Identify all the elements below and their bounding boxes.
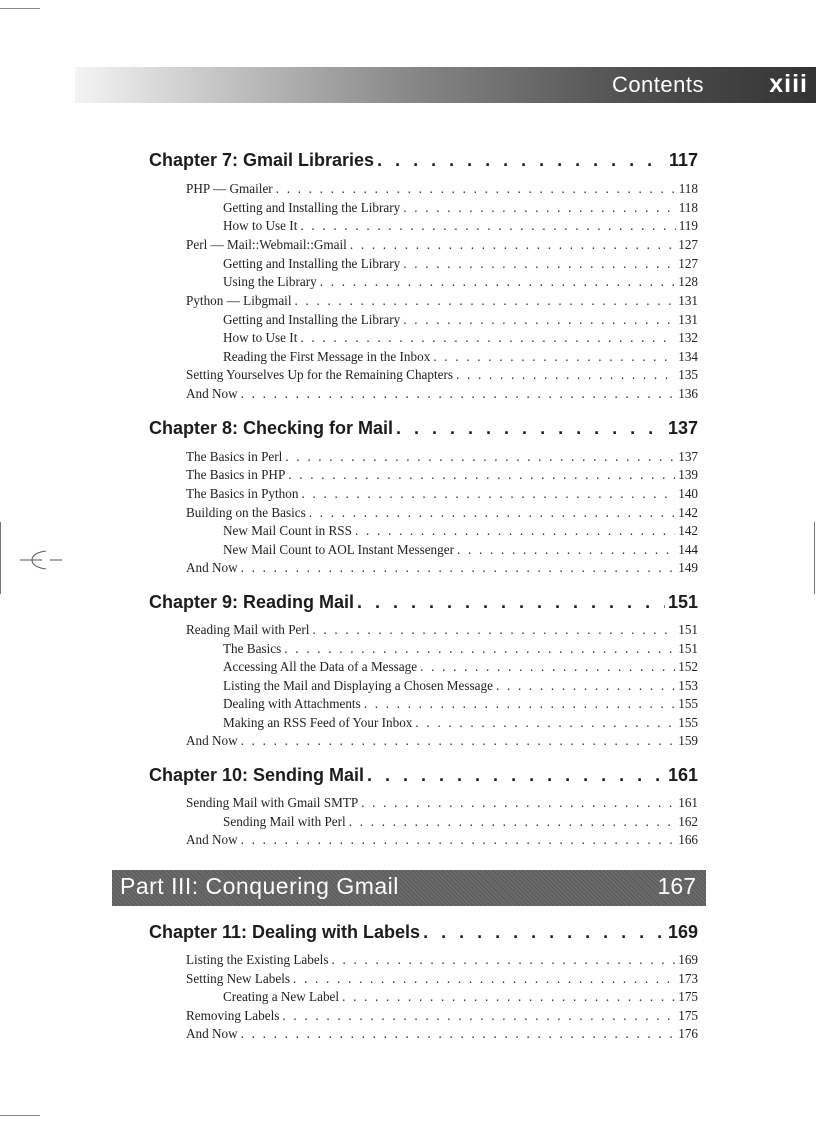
toc-page: 131 — [678, 312, 698, 327]
toc-leader — [420, 659, 675, 675]
toc-entry-title: PHP — Gmailer — [186, 181, 273, 196]
toc-page: 137 — [678, 449, 698, 464]
part-title: Part III: Conquering Gmail — [120, 873, 399, 899]
toc-entry-title: How to Use It — [223, 330, 298, 345]
toc-entry-title: Listing the Mail and Displaying a Chosen Message — [223, 678, 493, 693]
toc-leader — [361, 795, 675, 811]
toc-leader — [300, 330, 675, 346]
part-page-number: 167 — [657, 873, 696, 899]
toc-page: 140 — [678, 486, 698, 501]
toc-chapter-title: Chapter 11: Dealing with Labels — [149, 922, 421, 942]
toc-page: 127 — [678, 256, 698, 271]
toc-page: 153 — [678, 678, 698, 693]
toc-entry[interactable] — [223, 659, 698, 675]
toc-entry[interactable] — [186, 952, 698, 968]
toc-entry[interactable] — [223, 218, 698, 234]
margin-rule-right — [814, 522, 815, 594]
toc-leader — [284, 641, 675, 657]
toc-page: 169 — [678, 952, 698, 967]
toc-leader — [456, 367, 675, 383]
toc-entry-title: Building on the Basics — [186, 505, 306, 520]
toc-leader — [364, 696, 676, 712]
toc-page: 132 — [678, 330, 698, 345]
toc-entry-title: The Basics — [223, 641, 282, 656]
toc-page: 151 — [678, 641, 698, 656]
toc-entry-title: The Basics in Python — [186, 486, 299, 501]
toc-leader — [415, 715, 675, 731]
toc-page: 151 — [667, 592, 698, 612]
toc-page: 155 — [678, 715, 698, 730]
crop-mark-bottom — [0, 1115, 40, 1116]
toc-leader — [301, 486, 675, 502]
toc-leader — [396, 418, 665, 439]
toc-page: 173 — [678, 971, 698, 986]
toc-chapter[interactable] — [149, 418, 698, 439]
toc-entry[interactable] — [223, 678, 698, 694]
toc-entry-title: Dealing with Attachments — [223, 696, 361, 711]
toc-entry-title: The Basics in Perl — [186, 449, 283, 464]
toc-chapter-title: Chapter 10: Sending Mail — [149, 765, 365, 785]
toc-page: 131 — [678, 293, 698, 308]
toc-page: 136 — [678, 386, 698, 401]
toc-page: 161 — [678, 795, 698, 810]
toc-entry[interactable] — [186, 237, 698, 253]
toc-entry-title: Python — Libgmail — [186, 293, 292, 308]
toc-page: 142 — [678, 523, 698, 538]
toc-leader — [367, 765, 665, 786]
toc-entry[interactable] — [223, 200, 698, 216]
toc-leader — [241, 733, 676, 749]
toc-entry[interactable] — [223, 814, 698, 830]
toc-chapter[interactable] — [149, 150, 698, 171]
toc-entry[interactable] — [186, 486, 698, 502]
toc-leader — [300, 218, 675, 234]
toc-entry[interactable] — [223, 641, 698, 657]
toc-entry-title: Listing the Existing Labels — [186, 952, 329, 967]
toc-entry[interactable] — [186, 467, 698, 483]
toc-entry[interactable] — [186, 293, 698, 309]
toc-leader — [355, 523, 675, 539]
toc-chapter[interactable] — [149, 765, 698, 786]
toc-entry-title: Accessing All the Data of a Message — [223, 659, 418, 674]
toc-page: 151 — [678, 622, 698, 637]
toc-page: 159 — [678, 733, 698, 748]
toc-entry-title: Removing Labels — [186, 1008, 280, 1023]
toc-leader — [293, 971, 675, 987]
toc-entry[interactable] — [186, 733, 698, 749]
toc-page: 137 — [667, 418, 698, 438]
toc-entry[interactable] — [223, 274, 698, 290]
toc-entry-title: New Mail Count in RSS — [223, 523, 352, 538]
toc-page: 152 — [678, 659, 698, 674]
toc-leader — [350, 237, 675, 253]
toc-leader — [285, 449, 675, 465]
toc-entry-title: Getting and Installing the Library — [223, 200, 401, 215]
toc-leader — [288, 467, 675, 483]
toc-entry[interactable] — [186, 795, 698, 811]
toc-page: 155 — [678, 696, 698, 711]
toc-leader — [403, 256, 675, 272]
toc-leader — [377, 150, 666, 171]
toc-page: 169 — [667, 922, 698, 942]
toc-entry-title: The Basics in PHP — [186, 467, 286, 482]
toc-chapter-title: Chapter 8: Checking for Mail — [149, 418, 394, 438]
toc-entry-title: And Now — [186, 832, 238, 847]
toc-entry-title: And Now — [186, 386, 238, 401]
toc-chapter[interactable] — [149, 592, 698, 613]
toc-entry-title: Setting Yourselves Up for the Remaining Chapters — [186, 367, 454, 382]
toc-entry[interactable] — [186, 1026, 698, 1042]
registration-mark-icon — [20, 545, 70, 575]
toc-entry[interactable] — [186, 449, 698, 465]
toc-leader — [295, 293, 676, 309]
toc-leader — [342, 989, 675, 1005]
toc-page: 175 — [678, 989, 698, 1004]
toc-entry[interactable] — [223, 349, 698, 365]
toc-leader — [433, 349, 675, 365]
toc-page: 135 — [678, 367, 698, 382]
toc-entry-title: Perl — Mail::Webmail::Gmail — [186, 237, 347, 252]
toc-entry[interactable] — [186, 622, 698, 638]
toc-entry[interactable] — [186, 832, 698, 848]
part-heading[interactable] — [112, 870, 706, 906]
toc-entry[interactable] — [223, 330, 698, 346]
toc-entry-title: Setting New Labels — [186, 971, 291, 986]
toc-leader — [403, 200, 675, 216]
toc-entry[interactable] — [186, 560, 698, 576]
toc-leader — [423, 922, 665, 943]
toc-entry-title: Getting and Installing the Library — [223, 256, 401, 271]
toc-entry[interactable] — [223, 256, 698, 272]
toc-entry-title: And Now — [186, 560, 238, 575]
toc-leader — [349, 814, 676, 830]
toc-leader — [241, 1026, 676, 1042]
toc-entry-title: Using the Library — [223, 274, 317, 289]
toc-leader — [312, 622, 675, 638]
toc-entry-title: Getting and Installing the Library — [223, 312, 401, 327]
toc-entry-title: And Now — [186, 1026, 238, 1041]
toc-leader — [241, 560, 676, 576]
toc-entry-title: How to Use It — [223, 218, 298, 233]
toc-entry-title: Reading the First Message in the Inbox — [223, 349, 431, 364]
toc-entry[interactable] — [223, 715, 698, 731]
toc-leader — [496, 678, 675, 694]
toc-page: 144 — [678, 542, 698, 557]
toc-page: 118 — [678, 200, 698, 215]
toc-leader — [241, 832, 676, 848]
toc-page: 149 — [678, 560, 698, 575]
toc-entry[interactable] — [223, 989, 698, 1005]
toc-entry[interactable] — [186, 181, 698, 197]
toc-leader — [282, 1008, 675, 1024]
toc-page: 139 — [678, 467, 698, 482]
toc-leader — [403, 312, 675, 328]
toc-leader — [457, 542, 675, 558]
toc-entry-title: New Mail Count to AOL Instant Messenger — [223, 542, 454, 557]
toc-page: 162 — [678, 814, 698, 829]
toc-entry[interactable] — [186, 971, 698, 987]
toc-page: 142 — [678, 505, 698, 520]
toc-page: 127 — [678, 237, 698, 252]
margin-rule-left — [0, 522, 1, 594]
toc-leader — [357, 592, 665, 613]
toc-leader — [309, 505, 675, 521]
toc-page: 161 — [667, 765, 698, 785]
toc-chapter-title: Chapter 7: Gmail Libraries — [149, 150, 375, 170]
toc-page: 128 — [678, 274, 698, 289]
toc-leader — [320, 274, 675, 290]
toc-leader — [276, 181, 676, 197]
toc-entry-title: Making an RSS Feed of Your Inbox — [223, 715, 413, 730]
toc-page: 166 — [678, 832, 698, 847]
toc-entry[interactable] — [186, 505, 698, 521]
toc-page: 117 — [668, 150, 698, 170]
toc-entry[interactable] — [223, 523, 698, 539]
toc-entry[interactable] — [186, 1008, 698, 1024]
page-header — [75, 67, 816, 103]
toc-page: 119 — [678, 218, 698, 233]
toc-entry-title: And Now — [186, 733, 238, 748]
toc-entry[interactable] — [186, 386, 698, 402]
toc-page: 175 — [678, 1008, 698, 1023]
toc-entry[interactable] — [223, 312, 698, 328]
crop-mark-top — [0, 8, 40, 9]
toc-entry[interactable] — [223, 542, 698, 558]
header-page-number: xiii — [769, 70, 808, 98]
toc-page: 134 — [678, 349, 698, 364]
toc-entry-title: Reading Mail with Perl — [186, 622, 310, 637]
toc-entry[interactable] — [186, 367, 698, 383]
toc-entry[interactable] — [223, 696, 698, 712]
toc-page: 118 — [678, 181, 698, 196]
toc-entry-title: Sending Mail with Perl — [223, 814, 346, 829]
toc-page: 176 — [678, 1026, 698, 1041]
toc-entry-title: Sending Mail with Gmail SMTP — [186, 795, 359, 810]
toc-leader — [241, 386, 676, 402]
toc-entry-title: Creating a New Label — [223, 989, 340, 1004]
toc-chapter-title: Chapter 9: Reading Mail — [149, 592, 355, 612]
toc-leader — [331, 952, 675, 968]
toc-chapter[interactable] — [149, 922, 698, 943]
header-title: Contents — [611, 72, 704, 97]
